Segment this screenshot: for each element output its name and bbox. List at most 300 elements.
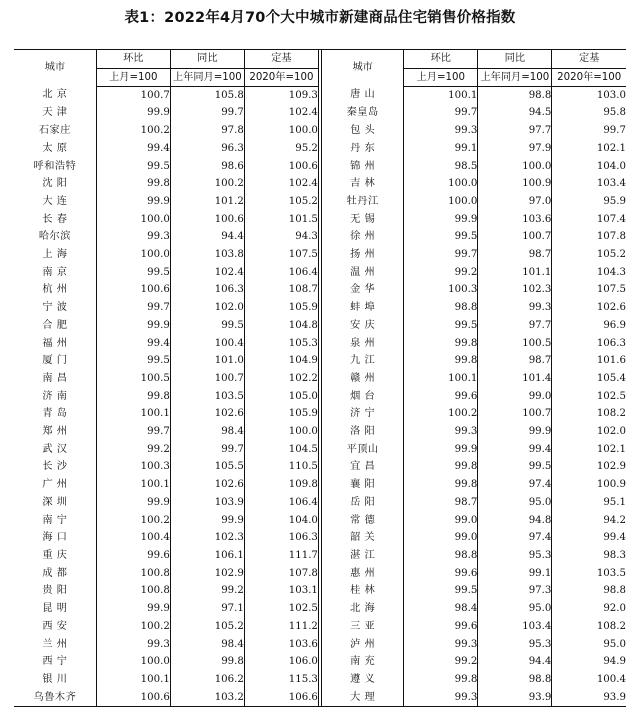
yoy-value-right: 99.9 xyxy=(478,423,552,441)
yoy-value-left: 105.8 xyxy=(170,86,244,104)
city-name-right: 泸 州 xyxy=(350,638,376,650)
fixed-value-right: 108.2 xyxy=(552,405,626,423)
table-row xyxy=(14,582,626,600)
city-name-right: 烟 台 xyxy=(350,390,376,402)
fixed-value-left: 105.9 xyxy=(244,405,318,423)
city-name-left: 青 岛 xyxy=(42,408,68,420)
city-name-left: 海 口 xyxy=(42,532,68,544)
table-row xyxy=(14,405,626,423)
mom-value-right: 99.3 xyxy=(404,122,478,140)
city-name-left: 成 都 xyxy=(42,567,68,579)
fixed-value-right: 101.6 xyxy=(552,352,626,370)
mom-value-left: 100.0 xyxy=(96,246,170,264)
table-row xyxy=(14,512,626,530)
mom-value-right: 99.7 xyxy=(404,246,478,264)
table-row xyxy=(14,193,626,211)
yoy-value-left: 98.4 xyxy=(170,636,244,654)
mom-value-right: 99.1 xyxy=(404,140,478,158)
city-name-right: 锦 州 xyxy=(350,160,376,172)
fixed-value-left: 104.0 xyxy=(244,512,318,530)
fixed-value-right: 100.9 xyxy=(552,476,626,494)
fixed-value-right: 107.8 xyxy=(552,228,626,246)
yoy-value-left: 102.4 xyxy=(170,264,244,282)
city-name-right: 温 州 xyxy=(350,266,376,278)
mom-value-left: 100.8 xyxy=(96,582,170,600)
city-name-right: 丹 东 xyxy=(350,142,376,154)
yoy-value-right: 94.5 xyxy=(478,104,552,122)
yoy-value-right: 94.4 xyxy=(478,653,552,671)
mom-value-left: 99.7 xyxy=(96,299,170,317)
fixed-value-left: 104.8 xyxy=(244,317,318,335)
city-name-right: 襄 阳 xyxy=(350,479,376,491)
city-name-right: 秦皇岛 xyxy=(346,107,379,119)
mom-value-left: 99.5 xyxy=(96,264,170,282)
mom-value-left: 99.5 xyxy=(96,352,170,370)
mom-value-left: 99.9 xyxy=(96,193,170,211)
mom-value-right: 99.3 xyxy=(404,689,478,707)
city-name-left: 太 原 xyxy=(42,142,68,154)
yoy-value-right: 98.8 xyxy=(478,671,552,689)
mom-value-left: 100.5 xyxy=(96,370,170,388)
table-row xyxy=(14,618,626,636)
mom-value-left: 100.1 xyxy=(96,671,170,689)
fixed-value-left: 109.3 xyxy=(244,86,318,104)
fixed-value-right: 95.8 xyxy=(552,104,626,122)
mom-value-right: 99.5 xyxy=(404,317,478,335)
mom-value-left: 99.6 xyxy=(96,547,170,565)
mom-value-left: 99.7 xyxy=(96,423,170,441)
mom-value-right: 99.3 xyxy=(404,423,478,441)
fixed-value-right: 106.3 xyxy=(552,335,626,353)
mom-value-right: 99.7 xyxy=(404,104,478,122)
yoy-value-left: 100.7 xyxy=(170,370,244,388)
city-name-left: 乌鲁木齐 xyxy=(14,689,96,707)
city-name-left: 哈尔滨 xyxy=(38,231,71,243)
fixed-value-left: 105.2 xyxy=(244,193,318,211)
table-row xyxy=(14,388,626,406)
city-name-left: 济 南 xyxy=(42,390,68,402)
table-row xyxy=(14,352,626,370)
yoy-value-right: 95.0 xyxy=(478,600,552,618)
table-row xyxy=(14,600,626,618)
mom-value-right: 99.6 xyxy=(404,565,478,583)
mom-value-left: 100.4 xyxy=(96,529,170,547)
mom-value-right: 99.6 xyxy=(404,388,478,406)
yoy-value-right: 100.5 xyxy=(478,335,552,353)
city-name-right: 济 宁 xyxy=(350,408,376,420)
mom-value-right: 100.1 xyxy=(404,86,478,104)
mom-value-left: 100.2 xyxy=(96,122,170,140)
fixed-value-right: 95.0 xyxy=(552,636,626,654)
table-row xyxy=(14,335,626,353)
mom-value-left: 99.8 xyxy=(96,388,170,406)
yoy-value-right: 100.9 xyxy=(478,175,552,193)
city-name-right: 扬 州 xyxy=(350,249,376,261)
table-row xyxy=(14,529,626,547)
mom-value-left: 99.3 xyxy=(96,636,170,654)
city-name-right: 金 华 xyxy=(350,284,376,296)
city-name-left: 昆 明 xyxy=(42,603,68,615)
fixed-value-right: 95.1 xyxy=(552,494,626,512)
mom-value-left: 99.9 xyxy=(96,317,170,335)
fixed-value-left: 95.2 xyxy=(244,140,318,158)
table-row xyxy=(14,423,626,441)
yoy-value-right: 97.7 xyxy=(478,122,552,140)
table-row xyxy=(14,281,626,299)
fixed-value-right: 103.5 xyxy=(552,565,626,583)
city-name-left: 福 州 xyxy=(42,337,68,349)
fixed-value-left: 104.5 xyxy=(244,441,318,459)
table-row xyxy=(14,671,626,689)
mom-value-left: 100.8 xyxy=(96,565,170,583)
fixed-value-left: 103.1 xyxy=(244,582,318,600)
city-name-right: 遵 义 xyxy=(350,673,376,685)
mom-value-right: 99.2 xyxy=(404,653,478,671)
header-yoy-left: 同比 xyxy=(170,50,244,69)
table-row xyxy=(14,140,626,158)
header-yoy-right: 同比 xyxy=(478,50,552,69)
city-name-right: 常 德 xyxy=(350,514,376,526)
table-row xyxy=(14,211,626,229)
yoy-value-left: 98.6 xyxy=(170,158,244,176)
yoy-value-left: 102.6 xyxy=(170,476,244,494)
table-row xyxy=(14,458,626,476)
city-name-left: 石家庄 xyxy=(38,125,71,137)
mom-value-left: 99.3 xyxy=(96,228,170,246)
header-fixed-base-right: 2020年=100 xyxy=(552,68,626,86)
yoy-value-right: 103.6 xyxy=(478,211,552,229)
city-name-left: 南 昌 xyxy=(42,372,68,384)
yoy-value-right: 95.3 xyxy=(478,547,552,565)
table-row xyxy=(14,494,626,512)
mom-value-right: 99.3 xyxy=(404,636,478,654)
yoy-value-right: 103.4 xyxy=(478,618,552,636)
fixed-value-right: 105.2 xyxy=(552,246,626,264)
mom-value-left: 99.8 xyxy=(96,175,170,193)
table-row xyxy=(14,122,626,140)
yoy-value-right: 99.3 xyxy=(478,299,552,317)
city-name-right: 安 庆 xyxy=(350,319,376,331)
mom-value-left: 100.0 xyxy=(96,211,170,229)
fixed-value-left: 111.2 xyxy=(244,618,318,636)
fixed-value-left: 102.4 xyxy=(244,104,318,122)
city-name-right: 赣 州 xyxy=(350,372,376,384)
header-mom-base-right: 上月=100 xyxy=(404,68,478,86)
yoy-value-right: 95.3 xyxy=(478,636,552,654)
table-body xyxy=(14,86,626,707)
fixed-value-right: 98.8 xyxy=(552,582,626,600)
header-city-left: 城市 xyxy=(14,50,96,87)
mom-value-right: 99.8 xyxy=(404,476,478,494)
mom-value-left: 100.1 xyxy=(96,476,170,494)
yoy-value-left: 105.2 xyxy=(170,618,244,636)
city-name-right: 宜 昌 xyxy=(350,461,376,473)
city-name-left: 南 宁 xyxy=(42,514,68,526)
fixed-value-left: 106.4 xyxy=(244,264,318,282)
city-name-left: 长 沙 xyxy=(42,461,68,473)
table-row xyxy=(14,228,626,246)
city-name-left: 呼和浩特 xyxy=(33,160,77,172)
yoy-value-right: 98.7 xyxy=(478,246,552,264)
fixed-value-right: 94.9 xyxy=(552,653,626,671)
yoy-value-left: 97.8 xyxy=(170,122,244,140)
yoy-value-left: 103.2 xyxy=(170,689,244,707)
header-fixed-right: 定基 xyxy=(552,50,626,69)
table-row xyxy=(14,476,626,494)
city-name-left: 南 京 xyxy=(42,266,68,278)
mom-value-left: 99.9 xyxy=(96,104,170,122)
city-name-right: 三 亚 xyxy=(350,620,376,632)
fixed-value-left: 100.0 xyxy=(244,423,318,441)
yoy-value-right: 101.4 xyxy=(478,370,552,388)
fixed-value-left: 104.9 xyxy=(244,352,318,370)
yoy-value-left: 103.5 xyxy=(170,388,244,406)
mom-value-right: 99.6 xyxy=(404,618,478,636)
mom-value-right: 99.0 xyxy=(404,512,478,530)
header-fixed-left: 定基 xyxy=(244,50,318,69)
city-name-right: 洛 阳 xyxy=(350,426,376,438)
yoy-value-right: 98.7 xyxy=(478,352,552,370)
city-name-left: 西 安 xyxy=(42,620,68,632)
table-row xyxy=(14,264,626,282)
yoy-value-right: 98.8 xyxy=(478,86,552,104)
yoy-value-left: 96.3 xyxy=(170,140,244,158)
fixed-value-right: 108.2 xyxy=(552,618,626,636)
yoy-value-right: 99.4 xyxy=(478,441,552,459)
fixed-value-left: 106.4 xyxy=(244,494,318,512)
fixed-value-left: 94.3 xyxy=(244,228,318,246)
fixed-value-left: 106.0 xyxy=(244,653,318,671)
table-row xyxy=(14,299,626,317)
mom-value-right: 98.8 xyxy=(404,547,478,565)
fixed-value-left: 105.3 xyxy=(244,335,318,353)
city-name-left: 宁 波 xyxy=(42,302,68,314)
city-name-left: 沈 阳 xyxy=(42,178,68,190)
city-name-right: 北 海 xyxy=(350,603,376,615)
mom-value-right: 100.1 xyxy=(404,370,478,388)
fixed-value-right: 102.6 xyxy=(552,299,626,317)
fixed-value-right: 100.4 xyxy=(552,671,626,689)
city-name-right: 蚌 埠 xyxy=(350,302,376,314)
mom-value-left: 100.2 xyxy=(96,618,170,636)
fixed-value-right: 102.5 xyxy=(552,388,626,406)
table-row xyxy=(14,370,626,388)
yoy-value-left: 105.5 xyxy=(170,458,244,476)
fixed-value-left: 101.5 xyxy=(244,211,318,229)
yoy-value-left: 99.7 xyxy=(170,104,244,122)
mom-value-right: 99.8 xyxy=(404,458,478,476)
mom-value-right: 99.9 xyxy=(404,441,478,459)
fixed-value-right: 95.9 xyxy=(552,193,626,211)
yoy-value-left: 100.6 xyxy=(170,211,244,229)
fixed-value-right: 98.3 xyxy=(552,547,626,565)
yoy-value-right: 97.0 xyxy=(478,193,552,211)
city-name-right: 吉 林 xyxy=(350,178,376,190)
fixed-value-left: 108.7 xyxy=(244,281,318,299)
mom-value-right: 99.8 xyxy=(404,671,478,689)
fixed-value-left: 102.4 xyxy=(244,175,318,193)
yoy-value-left: 99.9 xyxy=(170,512,244,530)
yoy-value-left: 103.8 xyxy=(170,246,244,264)
header-yoy-base-left: 上年同月=100 xyxy=(170,68,244,86)
mom-value-right: 98.7 xyxy=(404,494,478,512)
city-name-left: 大 连 xyxy=(42,195,68,207)
yoy-value-right: 97.3 xyxy=(478,582,552,600)
mom-value-right: 98.5 xyxy=(404,158,478,176)
city-name-right: 韶 关 xyxy=(350,532,376,544)
fixed-value-left: 102.2 xyxy=(244,370,318,388)
mom-value-left: 100.6 xyxy=(96,689,170,707)
mom-value-left: 100.0 xyxy=(96,653,170,671)
yoy-value-right: 99.1 xyxy=(478,565,552,583)
fixed-value-right: 99.4 xyxy=(552,529,626,547)
yoy-value-left: 99.5 xyxy=(170,317,244,335)
fixed-value-left: 100.0 xyxy=(244,122,318,140)
yoy-value-right: 97.7 xyxy=(478,317,552,335)
fixed-value-left: 100.6 xyxy=(244,158,318,176)
mom-value-right: 100.2 xyxy=(404,405,478,423)
yoy-value-left: 99.8 xyxy=(170,653,244,671)
price-index-table xyxy=(14,49,626,707)
yoy-value-left: 103.9 xyxy=(170,494,244,512)
city-name-left: 杭 州 xyxy=(42,284,68,296)
mom-value-right: 100.0 xyxy=(404,193,478,211)
yoy-value-left: 99.2 xyxy=(170,582,244,600)
yoy-value-right: 93.9 xyxy=(478,689,552,707)
fixed-value-right: 104.3 xyxy=(552,264,626,282)
city-name-left: 深 圳 xyxy=(42,496,68,508)
fixed-value-right: 104.0 xyxy=(552,158,626,176)
city-name-left: 兰 州 xyxy=(42,638,68,650)
table-row xyxy=(14,636,626,654)
fixed-value-right: 102.0 xyxy=(552,423,626,441)
header-city-right: 城市 xyxy=(322,50,404,87)
fixed-value-right: 94.2 xyxy=(552,512,626,530)
mom-value-right: 99.9 xyxy=(404,211,478,229)
table-row xyxy=(14,246,626,264)
city-name-right: 大 理 xyxy=(322,689,404,707)
mom-value-left: 99.5 xyxy=(96,158,170,176)
table-row xyxy=(14,565,626,583)
yoy-value-right: 99.5 xyxy=(478,458,552,476)
mom-value-right: 99.5 xyxy=(404,228,478,246)
city-name-right: 湛 江 xyxy=(350,549,376,561)
yoy-value-left: 106.3 xyxy=(170,281,244,299)
yoy-value-left: 106.2 xyxy=(170,671,244,689)
table-row xyxy=(14,653,626,671)
city-name-left: 合 肥 xyxy=(42,319,68,331)
mom-value-left: 100.6 xyxy=(96,281,170,299)
header-yoy-base-right: 上年同月=100 xyxy=(478,68,552,86)
city-name-left: 上 海 xyxy=(42,249,68,261)
yoy-value-left: 100.2 xyxy=(170,175,244,193)
table-row xyxy=(14,86,626,104)
table-title: 表1：2022年4月70个大中城市新建商品住宅销售价格指数 xyxy=(124,10,516,26)
yoy-value-left: 101.0 xyxy=(170,352,244,370)
yoy-value-left: 97.1 xyxy=(170,600,244,618)
fixed-value-left: 102.5 xyxy=(244,600,318,618)
fixed-value-left: 103.6 xyxy=(244,636,318,654)
yoy-value-right: 100.0 xyxy=(478,158,552,176)
mom-value-left: 99.9 xyxy=(96,600,170,618)
yoy-value-right: 99.0 xyxy=(478,388,552,406)
yoy-value-right: 102.3 xyxy=(478,281,552,299)
fixed-value-left: 115.3 xyxy=(244,671,318,689)
yoy-value-left: 102.6 xyxy=(170,405,244,423)
yoy-value-left: 102.0 xyxy=(170,299,244,317)
city-name-right: 牡丹江 xyxy=(346,195,379,207)
yoy-value-left: 101.2 xyxy=(170,193,244,211)
fixed-value-right: 99.7 xyxy=(552,122,626,140)
mom-value-right: 99.8 xyxy=(404,335,478,353)
mom-value-right: 99.2 xyxy=(404,264,478,282)
yoy-value-right: 95.0 xyxy=(478,494,552,512)
city-name-right: 唐 山 xyxy=(350,89,376,101)
city-name-right: 九 江 xyxy=(350,355,376,367)
city-name-left: 长 春 xyxy=(42,213,68,225)
header-mom-left: 环比 xyxy=(96,50,170,69)
table-row xyxy=(14,547,626,565)
fixed-value-left: 110.5 xyxy=(244,458,318,476)
mom-value-right: 98.8 xyxy=(404,299,478,317)
yoy-value-left: 102.3 xyxy=(170,529,244,547)
city-name-right: 无 锡 xyxy=(350,213,376,225)
city-name-left: 北 京 xyxy=(42,89,68,101)
table-row xyxy=(14,317,626,335)
city-name-right: 平顶山 xyxy=(346,443,379,455)
yoy-value-right: 100.7 xyxy=(478,228,552,246)
yoy-value-left: 99.7 xyxy=(170,441,244,459)
city-name-left: 天 津 xyxy=(42,107,68,119)
city-name-left: 贵 阳 xyxy=(42,585,68,597)
fixed-value-right: 107.4 xyxy=(552,211,626,229)
mom-value-left: 99.9 xyxy=(96,494,170,512)
fixed-value-left: 106.3 xyxy=(244,529,318,547)
city-name-left: 武 汉 xyxy=(42,443,68,455)
yoy-value-right: 101.1 xyxy=(478,264,552,282)
fixed-value-right: 92.0 xyxy=(552,600,626,618)
city-name-right: 徐 州 xyxy=(350,231,376,243)
fixed-value-right: 102.1 xyxy=(552,140,626,158)
mom-value-left: 99.2 xyxy=(96,441,170,459)
fixed-value-left: 109.8 xyxy=(244,476,318,494)
fixed-value-left: 106.6 xyxy=(244,689,318,707)
city-name-right: 桂 林 xyxy=(350,585,376,597)
yoy-value-right: 97.4 xyxy=(478,529,552,547)
yoy-value-right: 97.9 xyxy=(478,140,552,158)
mom-value-right: 100.3 xyxy=(404,281,478,299)
mom-value-left: 99.4 xyxy=(96,335,170,353)
mom-value-left: 100.7 xyxy=(96,86,170,104)
city-name-right: 泉 州 xyxy=(350,337,376,349)
fixed-value-right: 102.1 xyxy=(552,441,626,459)
yoy-value-left: 98.4 xyxy=(170,423,244,441)
yoy-value-right: 100.7 xyxy=(478,405,552,423)
fixed-value-left: 105.9 xyxy=(244,299,318,317)
table-row xyxy=(14,175,626,193)
mom-value-right: 99.8 xyxy=(404,352,478,370)
city-name-left: 广 州 xyxy=(42,479,68,491)
fixed-value-right: 103.4 xyxy=(552,175,626,193)
yoy-value-left: 106.1 xyxy=(170,547,244,565)
city-name-left: 郑 州 xyxy=(42,426,68,438)
fixed-value-right: 96.9 xyxy=(552,317,626,335)
mom-value-right: 98.4 xyxy=(404,600,478,618)
fixed-value-right: 102.9 xyxy=(552,458,626,476)
mom-value-left: 99.4 xyxy=(96,140,170,158)
mom-value-left: 100.1 xyxy=(96,405,170,423)
fixed-value-right: 93.9 xyxy=(552,689,626,707)
